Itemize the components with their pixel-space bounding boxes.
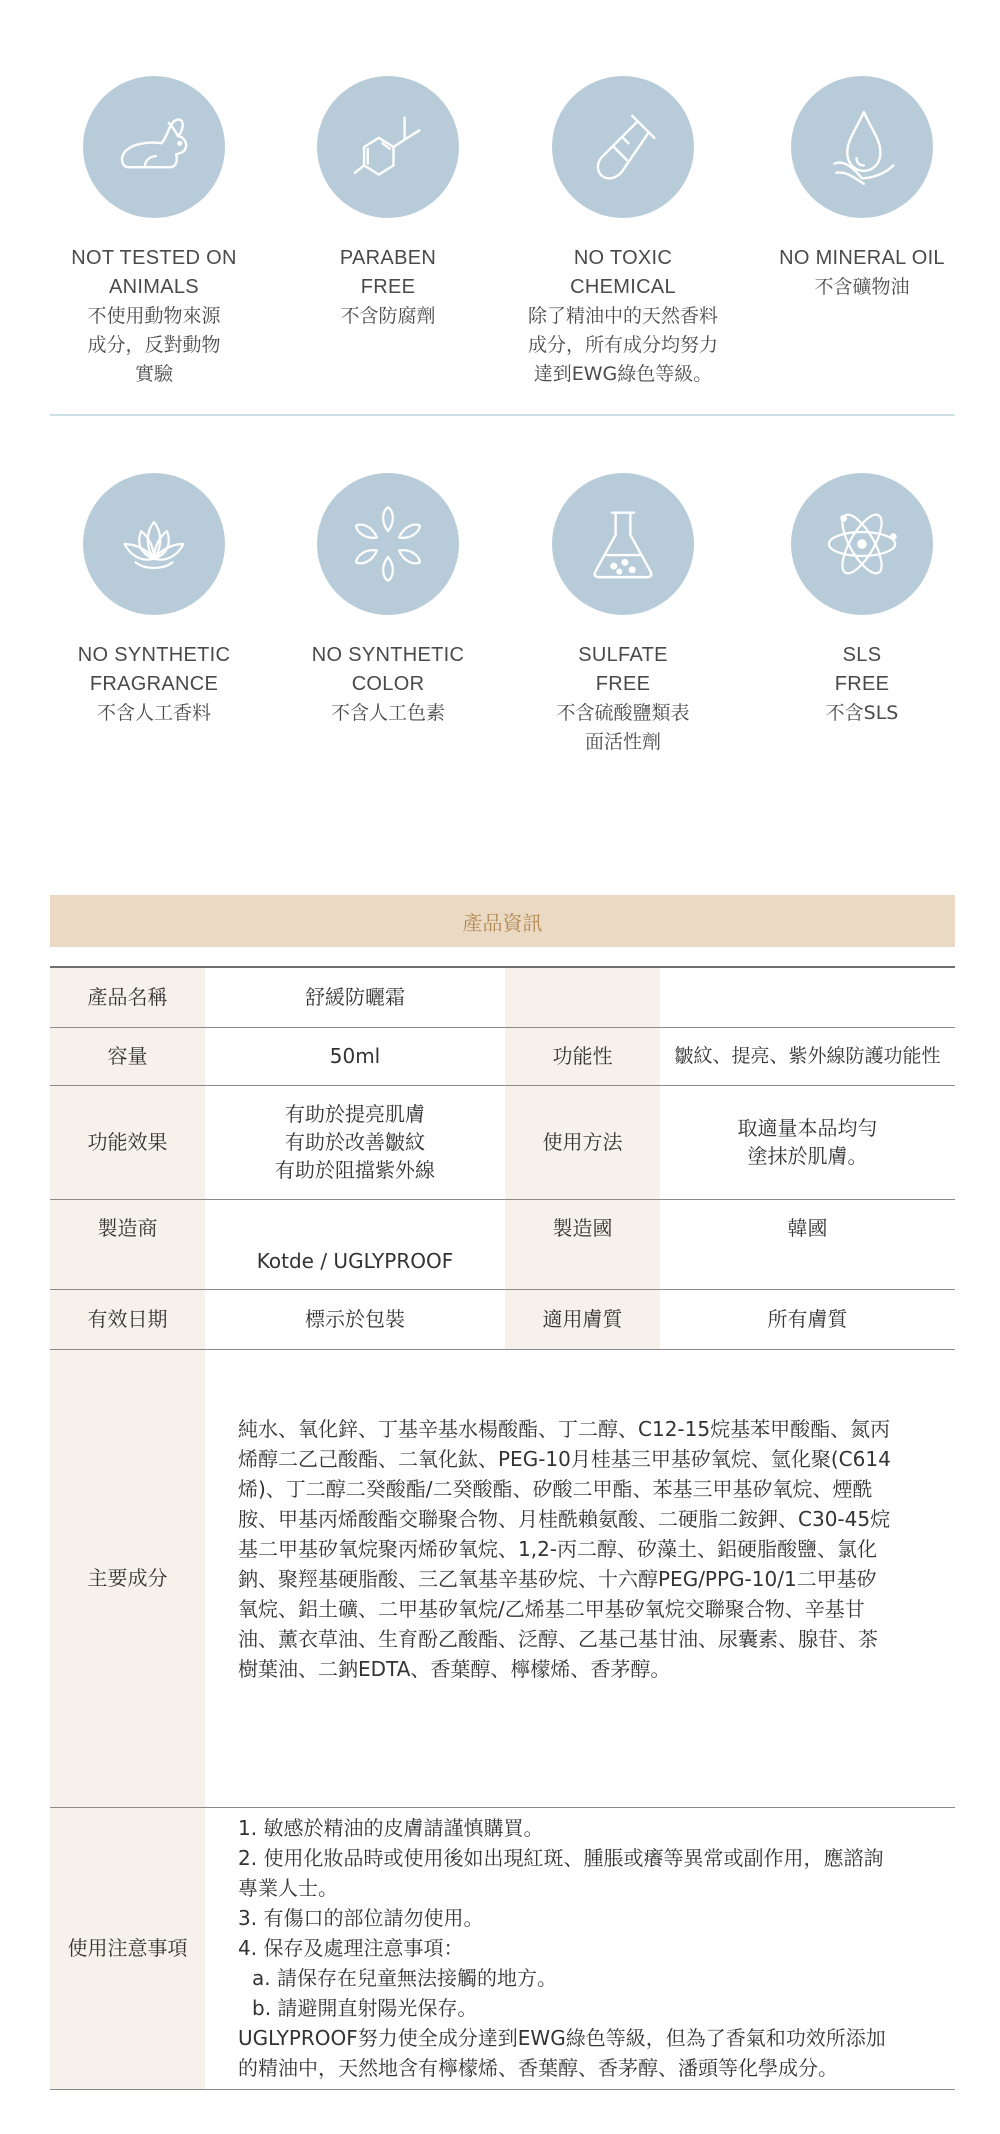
maker-label-text: 製造商	[97, 1215, 158, 1240]
country-value	[660, 1199, 955, 1289]
ingredients-line: 胺、甲基丙烯酸酯交聯聚合物、月桂酰賴氨酸、二硬脂二銨鉀、C30-45烷	[238, 1506, 891, 1531]
feature-en-line: CHEMICAL	[570, 276, 676, 298]
usage-value	[660, 1085, 955, 1199]
usage-line: 塗抹於肌膚。	[747, 1144, 868, 1168]
caution-line: 的精油中，天然地含有檸檬烯、香葉醇、香茅醇、潘頭等化學成分。	[238, 2056, 838, 2080]
skin-type-label: 適用膚質	[505, 1289, 660, 1349]
feature-paraben-free	[283, 76, 493, 331]
cautions-label: 使用注意事項	[50, 1807, 205, 2089]
table-row	[50, 1289, 955, 1349]
volume-value: 50ml	[205, 1027, 505, 1085]
table-row	[50, 1807, 955, 2089]
test-tube-icon	[552, 76, 694, 218]
rabbit-icon	[83, 76, 225, 218]
feature-en-line: FREE	[834, 673, 890, 695]
feature-zh-line: 成分，所有成分均努力	[527, 334, 718, 356]
feature-zh-line: 面活性劑	[584, 731, 661, 753]
empty-cell	[505, 967, 660, 1027]
caution-line: 3. 有傷口的部位請勿使用。	[238, 1906, 484, 1930]
feature-en-line: NO MINERAL OIL	[779, 247, 945, 269]
feature-zh-line: 不含人工色素	[330, 702, 445, 724]
table-row	[50, 967, 955, 1027]
feature-zh-line: 不含SLS	[825, 702, 899, 724]
table-row	[50, 1085, 955, 1199]
ingredients-value	[205, 1349, 955, 1807]
ingredients-line: 烯醇二乙己酸酯、二氧化鈦、PEG-10月桂基三甲基矽氧烷、氫化聚(C614	[238, 1446, 891, 1471]
usage-label: 使用方法	[505, 1085, 660, 1199]
product-name-value: 舒緩防曬霜	[205, 967, 505, 1027]
country-value-text: 韓國	[787, 1215, 828, 1240]
feature-no-mineral-oil	[757, 76, 967, 302]
feature-zh-line: 不使用動物來源	[87, 305, 221, 327]
feature-not-tested-on-animals	[49, 76, 259, 389]
feature-en-line: NO SYNTHETIC	[77, 644, 231, 666]
table-row	[50, 1027, 955, 1085]
ingredients-line: 油、薰衣草油、生育酚乙酸酯、泛醇、乙基己基甘油、尿囊素、腺苷、茶	[238, 1626, 878, 1651]
function-value: 皺紋、提亮、紫外線防護功能性	[660, 1027, 955, 1085]
skin-type-value: 所有膚質	[660, 1289, 955, 1349]
ingredients-line: 純水、氧化鋅、丁基辛基水楊酸酯、丁二醇、C12-15烷基苯甲酸酯、氮丙	[238, 1416, 891, 1441]
feature-sls-free	[757, 473, 967, 728]
feature-en-line: NOT TESTED ON	[71, 247, 237, 269]
country-label	[505, 1199, 660, 1289]
caution-line: a. 請保存在兒童無法接觸的地方。	[252, 1966, 557, 1990]
expiry-value: 標示於包裝	[205, 1289, 505, 1349]
feature-en-line: COLOR	[351, 673, 425, 695]
feature-zh-line: 不含防腐劑	[340, 305, 436, 327]
effect-line: 有助於阻擋紫外線	[275, 1158, 435, 1182]
feature-zh-line: 不含硫酸鹽類表	[556, 702, 690, 724]
feature-zh-line: 實驗	[134, 363, 173, 385]
caution-line: 1. 敏感於精油的皮膚請謹慎購買。	[238, 1816, 544, 1840]
oil-drop-icon	[791, 76, 933, 218]
feature-no-synthetic-fragrance	[49, 473, 259, 728]
feature-en-line: FREE	[360, 276, 416, 298]
feature-en-line: NO TOXIC	[573, 247, 673, 269]
empty-cell	[660, 967, 955, 1027]
lotus-icon	[83, 473, 225, 615]
ingredients-line: 烯)、丁二醇二癸酸酯/二癸酸酯、矽酸二甲酯、苯基三甲基矽氧烷、煙酰	[238, 1476, 873, 1501]
product-name-label: 產品名稱	[50, 967, 205, 1027]
expiry-label: 有效日期	[50, 1289, 205, 1349]
cautions-value	[205, 1807, 955, 2089]
ingredients-label: 主要成分	[50, 1349, 205, 1807]
feature-en-line: ANIMALS	[109, 276, 199, 298]
feature-en-line: FRAGRANCE	[89, 673, 219, 695]
feature-en-line: NO SYNTHETIC	[311, 644, 465, 666]
feature-en-line: PARABEN	[339, 247, 437, 269]
volume-label: 容量	[50, 1027, 205, 1085]
leaf-wreath-icon	[317, 473, 459, 615]
feature-en-line: SLS	[842, 644, 882, 666]
product-spec-table	[50, 966, 955, 2090]
usage-line: 取適量本品均勻	[737, 1116, 878, 1140]
product-info-header: 產品資訊	[50, 895, 955, 947]
feature-en-line: SULFATE	[578, 644, 668, 666]
maker-label	[50, 1199, 205, 1289]
caution-line: 2. 使用化妝品時或使用後如出現紅斑、腫脹或癢等異常或副作用，應諮詢	[238, 1846, 884, 1870]
feature-zh-line: 成分，反對動物	[87, 334, 221, 356]
feature-zh-line: 不含人工香料	[96, 702, 211, 724]
feature-no-toxic-chemical	[518, 76, 728, 389]
feature-zh-line: 不含礦物油	[814, 276, 910, 298]
flask-icon	[552, 473, 694, 615]
effect-line: 有助於改善皺紋	[285, 1130, 425, 1154]
caution-line: 4. 保存及處理注意事項：	[238, 1936, 464, 1960]
feature-zh-line: 除了精油中的天然香料	[527, 305, 718, 327]
section-divider	[50, 414, 955, 416]
effect-line: 有助於提亮肌膚	[285, 1102, 425, 1126]
ingredients-line: 氧烷、鋁土礦、二甲基矽氧烷/乙烯基二甲基矽氧烷交聯聚合物、辛基甘	[238, 1596, 865, 1621]
table-row	[50, 1199, 955, 1289]
country-label-text: 製造國	[552, 1215, 613, 1240]
maker-value-text: Kotde / UGLYPROOF	[256, 1248, 454, 1273]
ingredients-line: 基二甲基矽氧烷聚丙烯矽氧烷、1,2-丙二醇、矽藻土、鋁硬脂酸鹽、氯化	[238, 1536, 878, 1561]
caution-line: UGLYPROOF努力使全成分達到EWG綠色等級，但為了香氣和功效所添加	[238, 2026, 886, 2050]
caution-line: 專業人士。	[238, 1876, 338, 1900]
molecule-icon	[317, 76, 459, 218]
table-row	[50, 1349, 955, 1807]
maker-value	[205, 1199, 505, 1289]
function-label: 功能性	[505, 1027, 660, 1085]
feature-no-synthetic-color	[283, 473, 493, 728]
feature-en-line: FREE	[595, 673, 651, 695]
effect-label: 功能效果	[50, 1085, 205, 1199]
effect-value	[205, 1085, 505, 1199]
caution-line: b. 請避開直射陽光保存。	[252, 1996, 478, 2020]
atom-icon	[791, 473, 933, 615]
ingredients-line: 鈉、聚羥基硬脂酸、三乙氧基辛基矽烷、十六醇PEG/PPG-10/1二甲基矽	[238, 1566, 877, 1591]
feature-zh-line: 達到EWG綠色等級。	[533, 363, 713, 385]
feature-sulfate-free	[518, 473, 728, 757]
ingredients-line: 樹葉油、二鈉EDTA、香葉醇、檸檬烯、香茅醇。	[238, 1656, 671, 1681]
